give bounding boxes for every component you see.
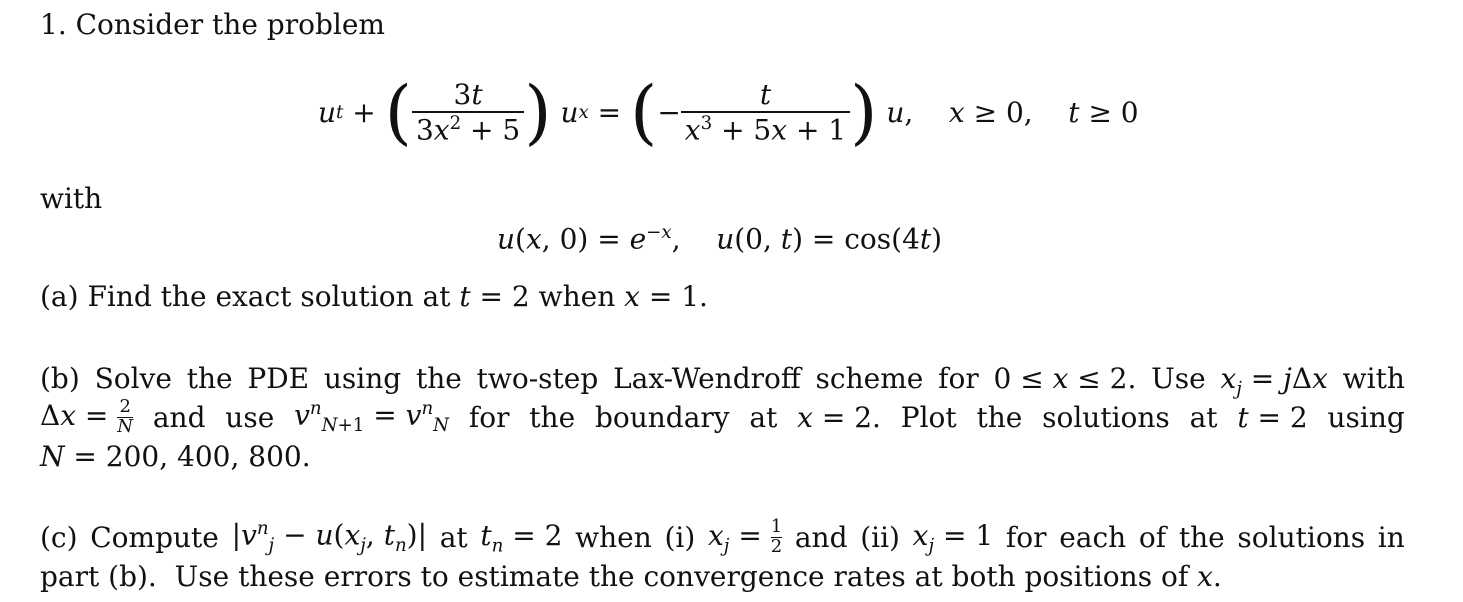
with-label: with xyxy=(40,182,103,215)
part-b-line-2: Δx = $\frac{2}{N}$ and use $v^n_{N+1} = v^n_N$ for the boundary at x = 2. Plot the solutions at t = 2 using xyxy=(40,396,1405,437)
pde-equation: u t + ( $\frac{3t}{3x^2 + 5}$ ) u x = ( − $\frac{t}{x^3 + 5x + 1}$ ) u , x ≥ 0, t ≥ 0 xyxy=(318,71,1139,153)
part-a: (a) Find the exact solution at t = 2 when x = 1. xyxy=(40,280,708,313)
part-b-line-1: (b) Solve the PDE using the two-step Lax-Wendroff scheme for 0 ≤ x ≤ 2. Use $x_j = j\Delta x$ with xyxy=(40,362,1405,400)
part-c-line-1: (c) Compute $|v^n_j - u(x_j$, $t_n)|$ at $t_n = 2$ when (i) $x_j$ = $\frac{1}{2}$ and (ii) $x_j = 1$ for each of the solutions in xyxy=(40,516,1405,557)
part-c-line-2: part (b). Use these errors to estimate the convergence rates at both positions of x. xyxy=(40,560,1222,593)
problem-heading: 1. Consider the problem xyxy=(40,8,385,41)
initial-boundary-conditions: u(x, $0) = e^{-x}$, u(0, t) = cos(4t) xyxy=(497,222,943,256)
part-b-line-3: N = 200, 400, 800. xyxy=(40,440,311,473)
